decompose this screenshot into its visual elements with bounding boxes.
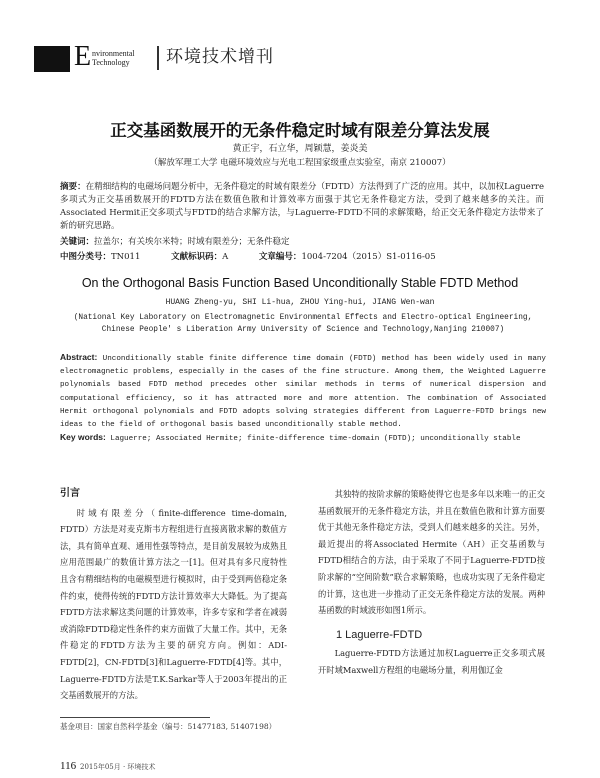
- intro-heading: 引言: [60, 488, 80, 499]
- journal-logo-block: [34, 46, 70, 72]
- header-divider: [157, 46, 159, 70]
- doc-code-field: 文献标识码：A: [171, 252, 229, 262]
- authors-cn: 黄正宇，石立华，周颖慧，姜炎美: [232, 144, 368, 154]
- keywords-en-text: Laguerre; Associated Hermite; finite-difference time-domain (FDTD); unconditionally stable: [110, 435, 521, 443]
- section-1-paragraph: Laguerre-FDTD方法通过加权Laguerre正交多项式展开时域Maxwell方程组的电磁场分量，利用伽辽金: [318, 648, 545, 675]
- body-column-left: [60, 486, 287, 704]
- clc-field: 中图分类号：TN011: [60, 252, 141, 262]
- affiliation-en: (National Key Laboratory on Electromagnetic Environmental Effects and Electro-optical Engineering, Chinese People' s Liberation Army University of Science and Technology,Nanjing 210007): [73, 314, 533, 334]
- body-column-right: [318, 486, 545, 679]
- keywords-cn-text: 拉盖尔；有关埃尔米特；时域有限差分；无条件稳定: [94, 237, 290, 247]
- abstract-cn-text: 在精细结构的电磁场问题分析中，无条件稳定的时域有限差分（FDTD）方法得到了广泛的应用。其中，以加权Laguerre多项式为正交基函数展开的FDTD方法在数值色散和计算效率方面强于其它无条件稳定方法，受到了越来越多的关注。而Associated Hermit正交多项式与FDTD的结合求解方法，与Laguerre-FDTD不同的求解策略，给正交无条件稳定方法带来了新的研究思路。: [60, 182, 544, 231]
- page-journal-info: 2015年05月 · 环境技术: [80, 763, 156, 771]
- footnote-rule: [60, 717, 210, 718]
- authors-en: HUANG Zheng-yu, SHI Li-hua, ZHOU Ying-hui, JIANG Wen-wan: [165, 298, 435, 307]
- journal-logo-letter: E: [74, 41, 92, 72]
- classification-line: [60, 251, 550, 263]
- intro-paragraph: 时域有限差分（finite-difference time-domain, FDTD）方法是对麦克斯韦方程组进行直接离散求解的数值方法，具有简单直观、通用性强等特点，是目前发展较为成熟且应用范围最广的数值计算方法之一[1]。但对具有多尺度特性且含有精细结构的电磁模型进行模拟时，由于受到两倍稳定条件约束，使得传统的FDTD方法计算效率大大降低。为了提高FDTD方法求解这类问题的计算效率，许多专家和学者在减弱或消除FDTD稳定性条件约束方面做了大量工作。其中，无条件稳定的FDTD方法为主要的研究方向。例如：ADI-FDTD[2]，CN-FDTD[3]和Laguerre-FDTD[4]等。其中，Laguerre-FDTD方法是T.K.Sarkar等人于2003年提出的正交基函数展开的方法。: [60, 507, 287, 701]
- journal-en-name: [92, 49, 135, 67]
- section-1-heading: 1 Laguerre-FDTD: [336, 628, 423, 641]
- journal-en-line1: nvironmental: [92, 49, 135, 58]
- article-number-field: 文章编号：1004-7204（2015）S1-0116-05: [258, 252, 436, 262]
- footnote-funding: 基金项目：国家自然科学基金（编号：51477183, 51407198）: [60, 722, 277, 731]
- page-number: 116: [60, 760, 77, 772]
- paper-title-en: On the Orthogonal Basis Function Based Unconditionally Stable FDTD Method: [81, 276, 519, 290]
- keywords-en-label: Key words:: [60, 432, 106, 442]
- abstract-en: [60, 351, 546, 432]
- abstract-en-text: Unconditionally stable finite difference time domain (FDTD) method has been widely used in many electromagnetic problems, especially in the cases of the fine structure. Among them, the Weighted Laguerre polynomials based FDTD method precedes other similar methods in terms of numerical dispersion and computational efficiency, so it has attracted more and more attention. The combination of Associated Hermit orthogonal polynomials and FDTD adopts solving strategies different from Laguerre-FDTD brings new ideas to the field of orthogonal basis based unconditionally stable method.: [60, 355, 546, 430]
- keywords-cn-label: 关键词：: [60, 237, 95, 247]
- keywords-en: [60, 431, 546, 445]
- right-paragraph: 其独特的按阶求解的策略使得它也是多年以来唯一的正交基函数展开的无条件稳定方法，并且在数值色散和计算方面要优于其他无条件稳定方法，受到人们越来越多的关注。另外，最近提出的将Associated Hermite（AH）正交基函数与FDTD相结合的方法，由于采取了不同于Laguerre-FDTD按阶求解的“空间阶数”联合求解策略，也成功实现了无条件稳定的计算，这也进一步推动了正交无条件稳定方法的发展。两种基函数的时域波形如图1所示。: [318, 489, 545, 616]
- abstract-en-label: Abstract:: [60, 352, 98, 362]
- abstract-cn: [60, 181, 544, 233]
- abstract-cn-label: 摘要：: [60, 182, 86, 192]
- keywords-cn: [60, 236, 544, 248]
- affiliation-cn: （解放军理工大学 电磁环境效应与光电工程国家级重点实验室，南京 210007）: [149, 158, 451, 168]
- journal-cn-name: 环境技术增刊: [166, 47, 274, 67]
- journal-en-line2: Technology: [92, 58, 130, 67]
- paper-title-cn: 正交基函数展开的无条件稳定时域有限差分算法发展: [110, 121, 490, 140]
